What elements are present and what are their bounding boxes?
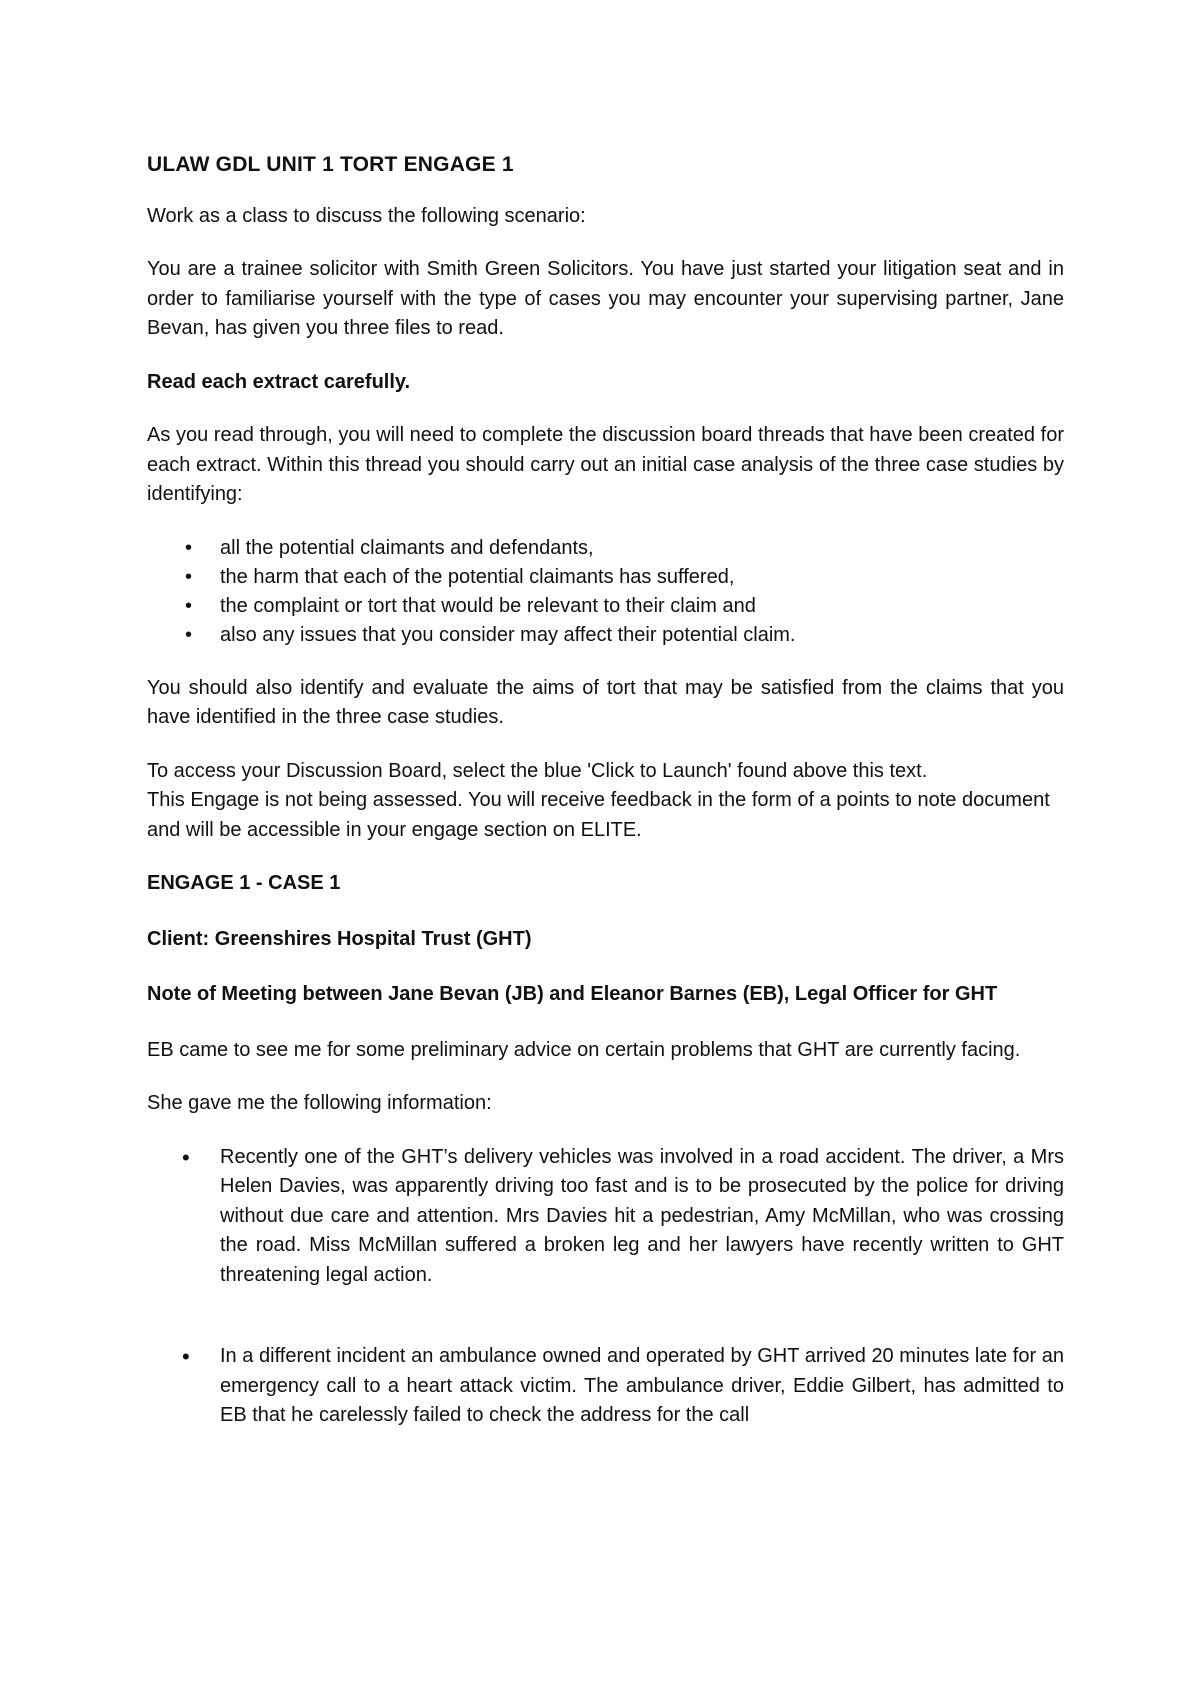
incident-list: [147, 1143, 1064, 1431]
access-line: To access your Discussion Board, select the blue 'Click to Launch' found above this text.: [147, 759, 928, 782]
bullet-icon: •: [185, 594, 193, 617]
case-heading: ENGAGE 1 - CASE 1: [147, 872, 341, 894]
client-heading: Client: Greenshires Hospital Trust (GHT): [147, 927, 532, 950]
assessment-line: This Engage is not being assessed. You will receive feedback in the form of a points to note document and will be accessible in your engage section on ELITE.: [147, 789, 1050, 841]
list-item: • Recently one of the GHT’s delivery vehicles was involved in a road accident. The driver, a Mrs Helen Davies, was apparently driving too fast and is to be prosecuted by the police for driving without due care and attention. Mrs Davies hit a pedestrian, Amy McMillan, who was crossing the road. Miss McMillan suffered a broken leg and her lawyers have recently written to GHT threatening legal action.: [182, 1144, 1064, 1286]
list-item: • also any issues that you consider may affect their potential claim.: [147, 621, 1064, 650]
task-list: [147, 534, 1064, 650]
meeting-intro-paragraph: EB came to see me for some preliminary advice on certain problems that GHT are currently facing.: [147, 1038, 1021, 1061]
access-block: [147, 757, 1064, 846]
document-page: [147, 150, 1064, 1483]
document-title: ULAW GDL UNIT 1 TORT ENGAGE 1: [147, 153, 514, 176]
read-instruction: Read each extract carefully.: [147, 370, 411, 393]
list-item: • all the potential claimants and defendants,: [147, 534, 1064, 563]
list-item: • the complaint or tort that would be relevant to their claim and: [147, 592, 1064, 621]
intro-paragraph: Work as a class to discuss the following scenario:: [147, 204, 586, 227]
bullet-icon: •: [182, 1144, 190, 1170]
aims-paragraph: You should also identify and evaluate the aims of tort that may be satisfied from the claims that you have identified in the three case studies.: [147, 676, 1064, 728]
list-item: • the harm that each of the potential claimants has suffered,: [147, 563, 1064, 592]
bullet-icon: •: [185, 623, 193, 646]
bullet-icon: •: [182, 1344, 190, 1369]
info-intro-paragraph: She gave me the following information:: [147, 1092, 492, 1114]
task-intro-paragraph: As you read through, you will need to complete the discussion board threads that have been created for each extract. Within this thread you should carry out an initial case analysis of the three case studies by identifying:: [147, 424, 1064, 505]
bullet-icon: •: [185, 536, 193, 559]
bullet-icon: •: [185, 565, 193, 588]
list-item: • In a different incident an ambulance owned and operated by GHT arrived 20 minutes late for an emergency call to a heart attack victim. The ambulance driver, Eddie Gilbert, has admitted to EB that he carelessly failed to check the address for the call: [182, 1344, 1064, 1426]
meeting-heading: Note of Meeting between Jane Bevan (JB) and Eleanor Barnes (EB), Legal Officer for GHT: [147, 983, 998, 1005]
scenario-paragraph: You are a trainee solicitor with Smith Green Solicitors. You have just started your litigation seat and in order to familiarise yourself with the type of cases you may encounter your supervising partner, Jane Bevan, has given you three files to read.: [147, 258, 1064, 339]
